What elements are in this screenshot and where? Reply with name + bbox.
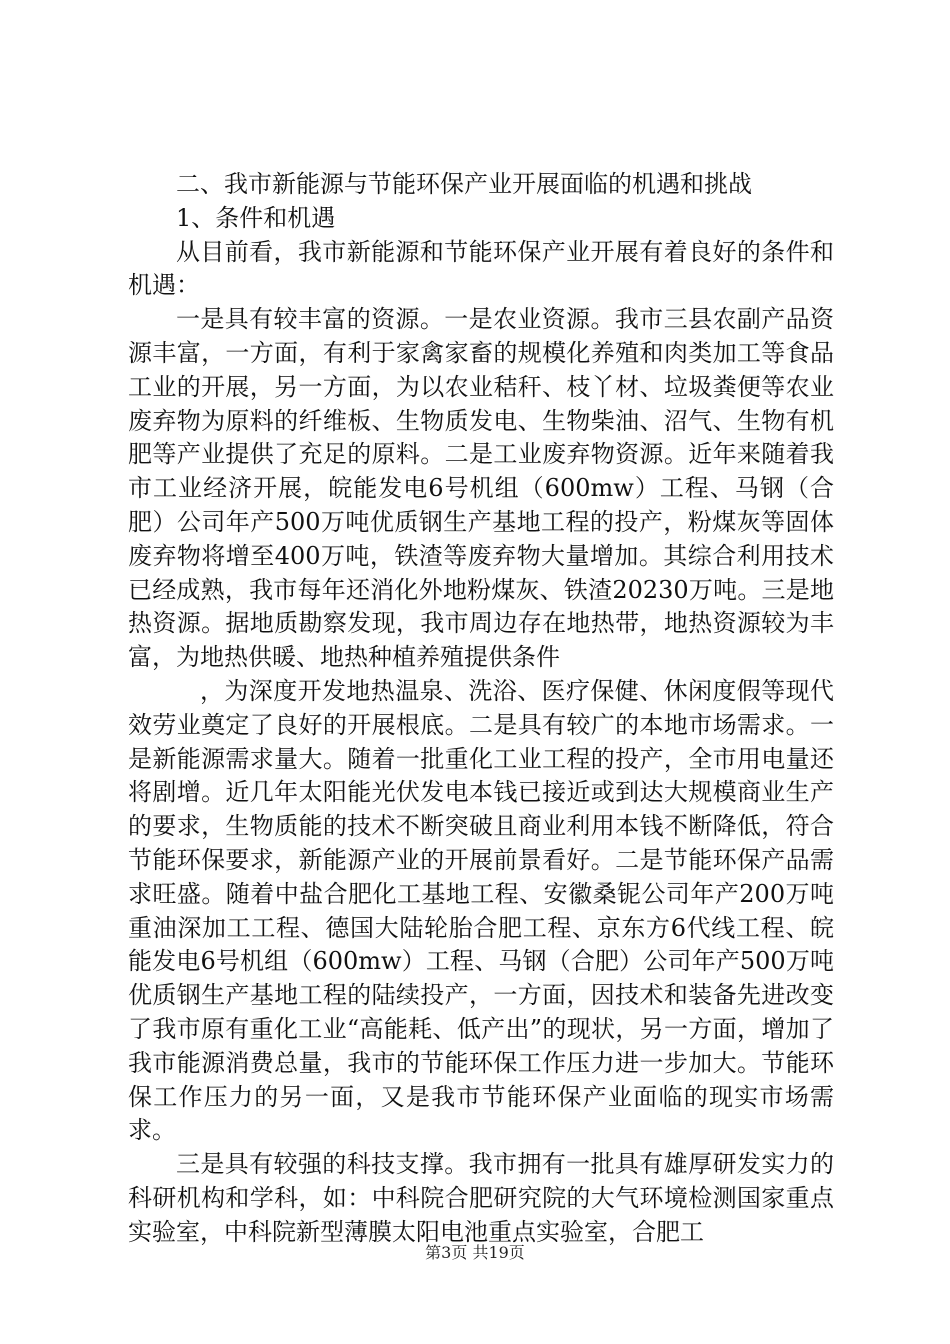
paragraph-market-demand: ，为深度开发地热温泉、洗浴、医疗保健、休闲度假等现代效劳业奠定了良好的开展根底。二是具有较广的本地市场需求。一是新能源需求量大。随着一批重化工业工程的投产，全市用电量还将剧增。近几年太阳能光伏发电本钱已接近或到达大规模商业生产的要求，生物质能的技术不断突破且商业利用本钱不断降低，符合节能环保要求，新能源产业的开展前景看好。二是节能环保产品需求旺盛。随着中盐合肥化工基地工程、安徽桑铌公司年产200万吨重油深加工工程、德国大陆轮胎合肥工程、京东方6代线工程、皖能发电6号机组（600mw）工程、马钢（合肥）公司年产500万吨优质钢生产基地工程的陆续投产，一方面，因技术和装备先进改变了我市原有重化工业“高能耗、低产出”的现状，另一方面，增加了我市能源消费总量，我市的节能环保工作压力进一步加大。节能环保工作压力的另一面，又是我市节能环保产业面临的现实市场需求。 [128, 676, 834, 1145]
paragraph-resources: 一是具有较丰富的资源。一是农业资源。我市三县农副产品资源丰富，一方面，有利于家禽家畜的规模化养殖和肉类加工等食品工业的开展，另一方面，为以农业秸秆、枝丫材、垃圾粪便等农业废弃物为原料的纤维板、生物质发电、生物柴油、沼气、生物有机肥等产业提供了充足的原料。二是工业废弃物资源。近年来随着我市工业经济开展，皖能发电6号机组（600mw）工程、马钢（合肥）公司年产500万吨优质钢生产基地工程的投产，粉煤灰等固体废弃物将增至400万吨，铁渣等废弃物大量增加。其综合利用技术已经成熟，我市每年还消化外地粉煤灰、铁渣20230万吨。三是地热资源。据地质勘察发现，我市周边存在地热带，地热资源较为丰富，为地热供暖、地热种植养殖提供条件 [128, 305, 834, 672]
paragraph-intro: 从目前看，我市新能源和节能环保产业开展有着良好的条件和机遇： [128, 237, 834, 300]
section-heading: 二、我市新能源与节能环保产业开展面临的机遇和挑战 [176, 170, 752, 198]
paragraph-tech-support: 三是具有较强的科技支撑。我市拥有一批具有雄厚研发实力的科研机构和学科，如：中科院合肥研究院的大气环境检测国家重点实验室，中科院新型薄膜太阳电池重点实验室，合肥工 [128, 1150, 834, 1246]
subsection-heading: 1、条件和机遇 [176, 203, 336, 232]
page-number-footer: 第3页 共19页 [425, 1243, 525, 1262]
document-body [128, 168, 834, 1250]
